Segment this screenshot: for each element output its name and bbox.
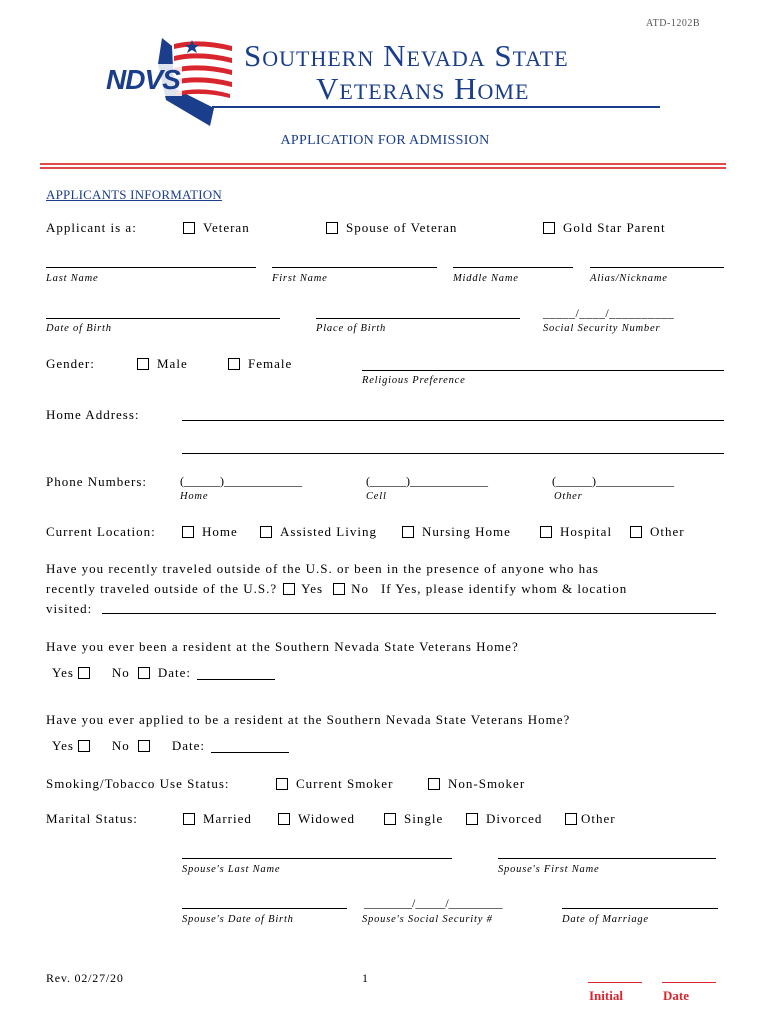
applied-no-label: No	[111, 738, 130, 753]
spouse-first-name-caption: Spouse's First Name	[498, 864, 600, 875]
logo-text: NDVS	[106, 64, 180, 95]
ssn-caption: Social Security Number	[543, 323, 661, 334]
applied-date-label: Date:	[171, 738, 205, 753]
org-name-line1: Southern Nevada State	[244, 38, 569, 73]
option-non-smoker[interactable]	[428, 776, 525, 792]
other-phone-caption: Other	[554, 491, 583, 502]
religious-preference-field[interactable]	[362, 370, 724, 371]
assisted-living-label: Assisted Living	[280, 524, 377, 539]
location-assisted-living[interactable]	[260, 524, 377, 540]
location-other[interactable]	[630, 524, 685, 540]
resident-yes-checkbox[interactable]	[78, 667, 90, 679]
veteran-checkbox[interactable]	[183, 222, 195, 234]
nursing-home-checkbox[interactable]	[402, 526, 414, 538]
male-checkbox[interactable]	[137, 358, 149, 370]
single-checkbox[interactable]	[384, 813, 396, 825]
smoking-label: Smoking/Tobacco Use Status:	[46, 776, 230, 791]
org-name-line2: Veterans Home	[316, 71, 530, 106]
place-of-birth-caption: Place of Birth	[316, 323, 387, 334]
non-smoker-checkbox[interactable]	[428, 778, 440, 790]
gold-star-checkbox[interactable]	[543, 222, 555, 234]
header-rule	[212, 106, 660, 108]
document-code: ATD-1202B	[646, 18, 700, 29]
middle-name-field[interactable]	[453, 267, 573, 268]
applied-date-field[interactable]	[211, 740, 289, 753]
last-name-field[interactable]	[46, 267, 256, 268]
spouse-ssn-field[interactable]: ________/_____/_________	[364, 896, 503, 910]
divorced-checkbox[interactable]	[466, 813, 478, 825]
home-address-line2[interactable]	[182, 453, 724, 454]
visited-label: visited:	[46, 601, 93, 616]
option-current-smoker[interactable]	[276, 776, 393, 792]
initial-field[interactable]	[588, 982, 642, 983]
applied-yes-checkbox[interactable]	[78, 740, 90, 752]
section-title: APPLICANTS INFORMATION	[46, 187, 222, 202]
resident-answers	[52, 665, 275, 681]
place-of-birth-field[interactable]	[316, 318, 520, 319]
ssn-field[interactable]: _____/____/__________	[543, 306, 675, 320]
travel-no-label: No	[351, 581, 369, 596]
first-name-field[interactable]	[272, 267, 437, 268]
gold-star-label: Gold Star Parent	[563, 220, 666, 235]
marital-other-checkbox[interactable]	[565, 813, 577, 825]
spouse-checkbox[interactable]	[326, 222, 338, 234]
visited-field[interactable]	[102, 613, 716, 614]
divorced-label: Divorced	[486, 811, 543, 826]
current-smoker-label: Current Smoker	[296, 776, 394, 791]
travel-question-line2	[46, 581, 627, 597]
spouse-ssn-caption: Spouse's Social Security #	[362, 914, 493, 925]
resident-question: Have you ever been a resident at the Southern Nevada State Veterans Home?	[46, 639, 519, 654]
location-hospital[interactable]	[540, 524, 612, 540]
title-rule-top	[40, 163, 726, 165]
spouse-dob-caption: Spouse's Date of Birth	[182, 914, 294, 925]
form-title: APPLICATION FOR ADMISSION	[280, 133, 490, 148]
spouse-label: Spouse of Veteran	[346, 220, 458, 235]
date-of-marriage-field[interactable]	[562, 908, 718, 909]
home-address-label: Home Address:	[46, 407, 140, 422]
single-label: Single	[404, 811, 444, 826]
option-married[interactable]	[183, 811, 252, 827]
married-checkbox[interactable]	[183, 813, 195, 825]
travel-no-checkbox[interactable]	[333, 583, 345, 595]
last-name-caption: Last Name	[46, 273, 99, 284]
travel-yes-label: Yes	[301, 581, 324, 596]
option-spouse[interactable]	[326, 220, 457, 236]
applicant-type-label: Applicant is a:	[46, 220, 137, 235]
veteran-label: Veteran	[203, 220, 250, 235]
cell-phone-field[interactable]: (______)_____________	[366, 474, 488, 488]
current-smoker-checkbox[interactable]	[276, 778, 288, 790]
widowed-checkbox[interactable]	[278, 813, 290, 825]
travel-yes-checkbox[interactable]	[283, 583, 295, 595]
travel-question-line1: Have you recently traveled outside of the U.S. or been in the presence of anyone who has	[46, 561, 599, 576]
marital-other-label: Other	[581, 811, 616, 826]
location-home[interactable]	[182, 524, 238, 540]
date-field[interactable]	[662, 982, 716, 983]
date-of-marriage-caption: Date of Marriage	[562, 914, 649, 925]
resident-no-checkbox[interactable]	[138, 667, 150, 679]
applied-no-checkbox[interactable]	[138, 740, 150, 752]
widowed-label: Widowed	[298, 811, 356, 826]
male-label: Male	[157, 356, 188, 371]
female-checkbox[interactable]	[228, 358, 240, 370]
location-other-label: Other	[650, 524, 685, 539]
marital-status-label: Marital Status:	[46, 811, 138, 826]
option-female[interactable]	[228, 356, 292, 372]
other-phone-field[interactable]: (______)_____________	[552, 474, 674, 488]
travel-followup-text: If Yes, please identify whom & location	[380, 581, 628, 596]
resident-date-label: Date:	[157, 665, 191, 680]
dob-caption: Date of Birth	[46, 323, 112, 334]
option-marital-other[interactable]	[565, 811, 616, 827]
location-nursing-home[interactable]	[402, 524, 511, 540]
home-phone-caption: Home	[180, 491, 209, 502]
home-checkbox[interactable]	[182, 526, 194, 538]
spouse-last-name-caption: Spouse's Last Name	[182, 864, 281, 875]
home-label: Home	[202, 524, 238, 539]
home-phone-field[interactable]: (______)_____________	[180, 474, 302, 488]
resident-yes-label: Yes	[52, 665, 74, 680]
spouse-last-name-field[interactable]	[182, 858, 452, 859]
dob-field[interactable]	[46, 318, 280, 319]
option-single[interactable]	[384, 811, 443, 827]
initial-label: Initial	[589, 988, 623, 1003]
ndvs-logo	[104, 36, 232, 128]
option-gold-star[interactable]	[543, 220, 666, 236]
option-veteran[interactable]	[183, 220, 250, 236]
middle-name-caption: Middle Name	[453, 273, 519, 284]
applied-question: Have you ever applied to be a resident at the Southern Nevada State Veterans Home?	[46, 712, 571, 727]
nursing-home-label: Nursing Home	[422, 524, 511, 539]
location-other-checkbox[interactable]	[630, 526, 642, 538]
spouse-first-name-field[interactable]	[498, 858, 716, 859]
first-name-caption: First Name	[272, 273, 328, 284]
assisted-living-checkbox[interactable]	[260, 526, 272, 538]
non-smoker-label: Non-Smoker	[448, 776, 526, 791]
date-label: Date	[663, 988, 689, 1003]
option-divorced[interactable]	[466, 811, 542, 827]
option-widowed[interactable]	[278, 811, 355, 827]
married-label: Married	[203, 811, 252, 826]
alias-caption: Alias/Nickname	[590, 273, 668, 284]
revision-date: Rev. 02/27/20	[46, 971, 124, 985]
travel-question-text: recently traveled outside of the U.S.?	[46, 581, 278, 596]
option-male[interactable]	[137, 356, 188, 372]
hospital-checkbox[interactable]	[540, 526, 552, 538]
gender-label: Gender:	[46, 356, 95, 371]
alias-field[interactable]	[590, 267, 724, 268]
resident-date-field[interactable]	[197, 667, 275, 680]
current-location-label: Current Location:	[46, 524, 156, 539]
title-rule-bottom	[40, 167, 726, 169]
resident-no-label: No	[111, 665, 130, 680]
applied-yes-label: Yes	[52, 738, 74, 753]
cell-phone-caption: Cell	[366, 491, 387, 502]
female-label: Female	[248, 356, 293, 371]
religious-preference-caption: Religious Preference	[362, 375, 466, 386]
applied-answers	[52, 738, 289, 754]
spouse-dob-field[interactable]	[182, 908, 347, 909]
hospital-label: Hospital	[560, 524, 613, 539]
page-number: 1	[362, 971, 368, 985]
phone-numbers-label: Phone Numbers:	[46, 474, 148, 489]
home-address-line1[interactable]	[182, 420, 724, 421]
